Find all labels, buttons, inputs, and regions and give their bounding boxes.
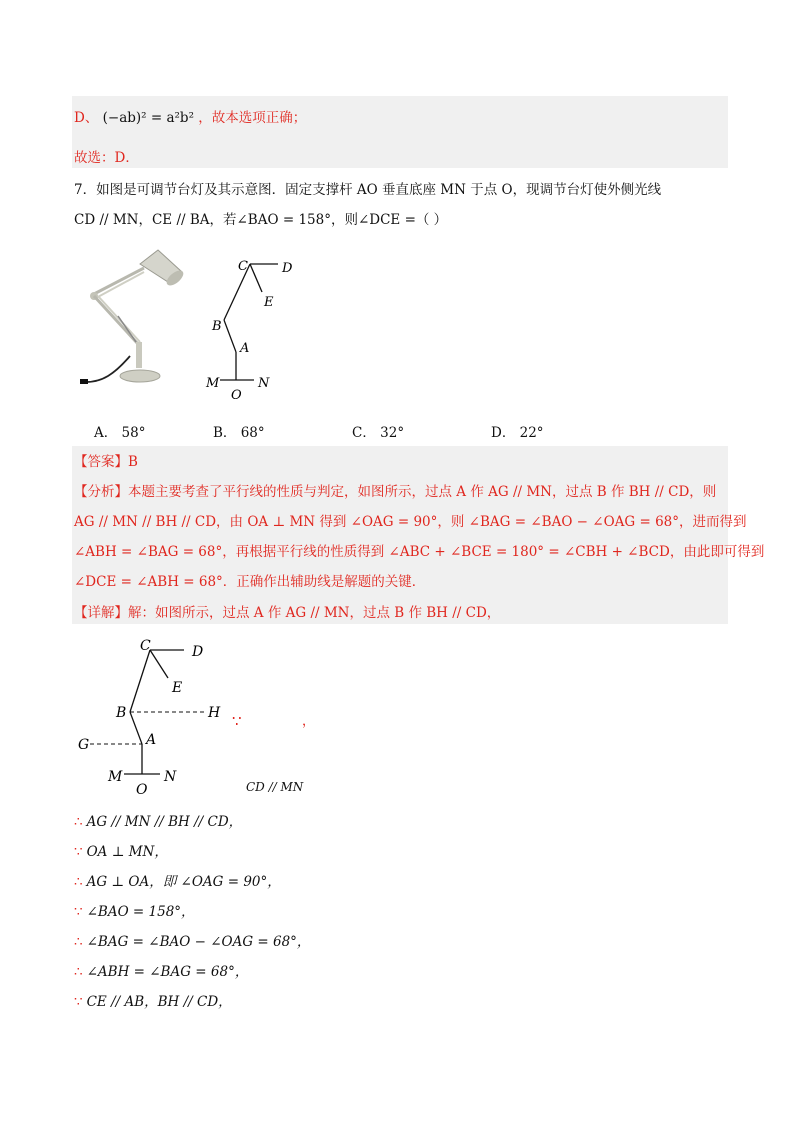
option-c: C． 32° <box>352 425 405 441</box>
option-d-formula: (−ab)² = a²b² <box>102 110 194 126</box>
answer-line <box>74 452 138 472</box>
proof-text: CE // AB，BH // CD， <box>86 994 232 1010</box>
proof-step <box>74 872 281 892</box>
option-a: A． 58° <box>94 425 146 441</box>
label-o: O <box>231 388 242 402</box>
option-b: B． 68° <box>213 425 265 441</box>
proof-text: AG // MN // BH // CD， <box>86 814 243 830</box>
analysis-line-4: ∠DCE = ∠ABH = 68°．正确作出辅助线是解题的关键． <box>74 574 426 590</box>
aux-label-b: B <box>116 705 127 721</box>
detail-tag: 【详解】 <box>74 605 128 621</box>
proof-text: ∠BAG = ∠BAO − ∠OAG = 68°， <box>86 934 311 950</box>
aux-label-g: G <box>78 737 90 753</box>
aux-label-n: N <box>164 769 177 785</box>
because-mark: ∵ <box>232 712 242 730</box>
given-parallel: CD // MN <box>246 780 304 794</box>
schematic-diagram <box>200 252 310 402</box>
answer-value: B <box>128 454 138 470</box>
proof-step <box>74 812 242 832</box>
aux-label-h: H <box>208 705 221 721</box>
analysis-tag: 【分析】 <box>74 484 128 500</box>
label-c: C <box>238 259 248 274</box>
option-d: D． 22° <box>491 425 544 441</box>
analysis-line-3: ∠ABH = ∠BAG = 68°，再根据平行线的性质得到 ∠ABC + ∠BCE = 180° = ∠CBH + ∠BCD，由此即可得到 <box>74 544 765 560</box>
choose-conclusion: 故选：D． <box>74 150 139 166</box>
analysis-line-1: 【分析】本题主要考查了平行线的性质与判定，如图所示，过点 A 作 AG // MN，过点 B 作 BH // CD，则 <box>74 484 717 500</box>
auxiliary-diagram <box>76 634 236 804</box>
proof-step <box>74 902 195 922</box>
label-d: D <box>282 261 293 276</box>
aux-label-a: A <box>146 732 157 748</box>
proof-text: ∠ABH = ∠BAG = 68°， <box>86 964 249 980</box>
proof-text: ∠BAO = 158°， <box>86 904 195 920</box>
proof-symbol: ∵ <box>74 844 83 860</box>
aux-label-o: O <box>136 782 148 798</box>
comma-mark: ， <box>302 714 316 729</box>
aux-label-e: E <box>172 680 183 696</box>
proof-symbol: ∵ <box>74 904 83 920</box>
label-a: A <box>240 341 250 356</box>
proof-step <box>74 992 232 1012</box>
aux-label-d: D <box>192 644 204 660</box>
proof-symbol: ∴ <box>74 814 83 830</box>
analysis-line-2: AG // MN // BH // CD，由 OA ⊥ MN 得到 ∠OAG = 90°，则 ∠BAG = ∠BAO − ∠OAG = 68°，进而得到 <box>74 514 747 530</box>
option-d-label: D、 <box>74 110 99 126</box>
label-b: B <box>212 319 222 334</box>
aux-label-c: C <box>140 638 151 654</box>
proof-step <box>74 842 168 862</box>
question-line-2: CD // MN，CE // BA，若∠BAO = 158°，则∠DCE =（ ） <box>74 212 448 228</box>
proof-symbol: ∴ <box>74 934 83 950</box>
label-m: M <box>206 376 220 391</box>
label-e: E <box>264 295 274 310</box>
option-d-line <box>74 108 306 128</box>
proof-symbol: ∴ <box>74 874 83 890</box>
solution-band <box>72 446 728 624</box>
question-line-1: 7．如图是可调节台灯及其示意图．固定支撑杆 AO 垂直底座 MN 于点 O，现调节台灯使外侧光线 <box>74 182 662 198</box>
answer-tag: 【答案】 <box>74 454 128 470</box>
label-n: N <box>258 376 270 391</box>
lamp-photo <box>78 246 196 392</box>
proof-step <box>74 962 248 982</box>
aux-label-m: M <box>108 769 123 785</box>
detail-line-1: 【详解】解：如图所示，过点 A 作 AG // MN，过点 B 作 BH // CD， <box>74 605 501 621</box>
solution-band-top <box>72 96 728 168</box>
proof-step <box>74 932 310 952</box>
proof-text: OA ⊥ MN， <box>86 844 168 860</box>
proof-symbol: ∴ <box>74 964 83 980</box>
proof-text: AG ⊥ OA，即 ∠OAG = 90°， <box>86 874 281 890</box>
option-d-tail: ，故本选项正确； <box>198 110 307 126</box>
proof-symbol: ∵ <box>74 994 83 1010</box>
